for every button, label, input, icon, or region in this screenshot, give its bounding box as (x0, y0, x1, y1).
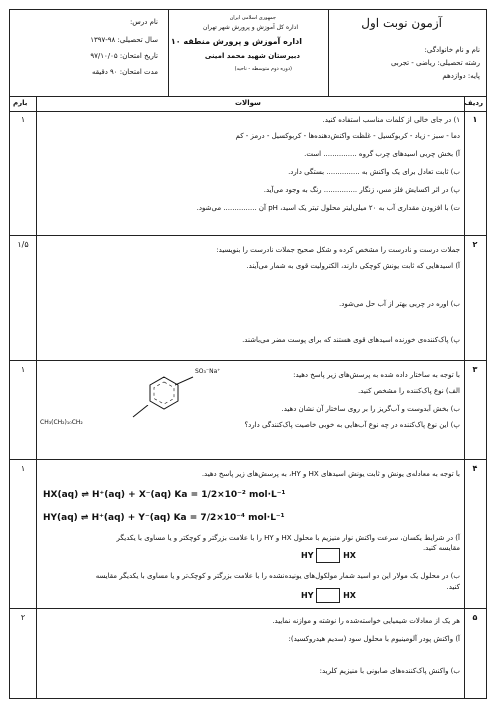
question-number: ۲ (472, 240, 478, 249)
acid-hx-label: HX (343, 591, 356, 600)
comparison-box-b (301, 588, 356, 603)
question-part-a-cont: مقایسه کنید. (422, 544, 460, 552)
score-column-header: بارم (13, 99, 28, 107)
alkyl-chain-bond (131, 405, 149, 419)
question-text-line: با توجه به ساختار داده شده به پرسش‌های زیر پاسخ دهید: (293, 371, 460, 379)
question-number: ۳ (472, 365, 478, 374)
acid-hx-label: HX (343, 551, 356, 560)
student-name-field: نام و نام خانوادگی: (424, 46, 480, 54)
question-1 (10, 111, 486, 235)
question-text-line: جملات درست و نادرست را مشخص کرده و شکل صحیح جملات نادرست را بنویسید: (216, 246, 460, 254)
exam-date-field: تاریخ امتحان: ۹۷/۱۰/۰۵ (90, 52, 158, 60)
header-left-panel (10, 10, 168, 96)
province-office-line: اداره کل آموزش و پرورش شهر تهران (202, 24, 298, 31)
questions-column-header: سوالات (235, 99, 261, 107)
acid-hy-label: HY (301, 591, 314, 600)
question-body (37, 609, 464, 699)
question-score: ۱ (20, 365, 26, 374)
question-body (37, 460, 464, 608)
sulfonate-group-label: SO₃⁻Na⁺ (195, 368, 221, 375)
comparison-box-a (301, 548, 356, 563)
sulfonate-bond (175, 375, 195, 387)
question-part-b: ب) در محلول یک مولار این دو اسید شمار مولکول‌های یونیده‌نشده را با علامت بزرگتر و کوچک‌تر و یا مساوی با یکدیگر مقایسه (95, 572, 460, 580)
question-text-line: ۱) در جای خالی از کلمات مناسب استفاده کنید. (322, 116, 460, 124)
question-number: ۴ (472, 464, 478, 473)
acid-hy-label: HY (301, 551, 314, 560)
school-name-line: دبیرستان شهید محمد امینی (204, 52, 300, 60)
school-level-line: (دوره دوم متوسطه - ناحیه) (234, 66, 292, 72)
question-part-b: ب) بخش آبدوست و آب‌گریز را بر روی ساختار آن نشان دهید. (281, 405, 460, 413)
question-number: ۵ (472, 613, 478, 622)
exam-duration-field: مدت امتحان: ۹۰ دقیقه (91, 68, 158, 76)
comparison-answer-box[interactable] (316, 548, 340, 563)
question-score: ۱ (20, 464, 26, 473)
question-body (37, 111, 464, 235)
question-4 (10, 460, 486, 608)
question-3 (10, 361, 486, 459)
header-middle-panel (168, 10, 328, 96)
major-field: رشته تحصیلی: ریاضی - تجربی (390, 59, 480, 67)
question-part-a: آ) اسیدهایی که ثابت یونش کوچکی دارند، الکترولیت قوی به شمار می‌آیند. (246, 262, 460, 270)
question-part-b: ب) اوره در چربی بهتر از آب حل می‌شود. (338, 300, 460, 308)
table-column-header (10, 96, 486, 112)
question-part-a: آ) واکنش پودر آلومینیوم با محلول سود (سدیم هیدروکسید): (288, 635, 460, 643)
grade-field: پایه: دوازدهم (442, 72, 480, 80)
question-body (37, 236, 464, 360)
question-5 (10, 609, 486, 699)
header-right-panel (328, 10, 486, 96)
question-2 (10, 236, 486, 360)
question-part-a: آ) بخش چربی اسیدهای چرب گروه ............... است. (304, 150, 460, 158)
subject-field: نام درس: (129, 18, 158, 26)
question-part-b-cont: کنید. (446, 583, 460, 591)
question-part-c: پ) در اثر اکسایش فلز مس، زنگار ............... رنگ به وجود می‌آید. (263, 186, 460, 194)
question-part-a: آ) در شرایط یکسان، سرعت واکنش نوار منیزیم با محلول HX و HY را با علامت بزرگتر و کوچکتر و یا مساوی با یکدیگر (116, 534, 460, 542)
ionization-equation-hx: HX(aq) ⇌ H⁺(aq) + X⁻(aq) Ka = 1/2×10⁻² mol·L⁻¹ (43, 490, 286, 500)
exam-page (9, 9, 487, 699)
question-part-b: ب) واکنش پاک‌کننده‌های صابونی با منیزیم کلرید: (319, 667, 460, 675)
school-year-field: سال تحصیلی: ۹۸-۱۳۹۷ (90, 36, 158, 44)
exam-header (10, 10, 486, 97)
question-part-c: پ) این نوع پاک‌کننده در چه نوع آب‌هایی به خوبی خاصیت پاک‌کنندگی دارد؟ (244, 421, 460, 429)
question-part-d: ت) با افزودن مقداری آب به ۲۰ میلی‌لیتر محلول تیتر یک اسید، pH آن ............... می‌شود. (196, 204, 460, 212)
question-part-a: الف) نوع پاک‌کننده را مشخص کنید. (357, 387, 460, 395)
question-score: ۱/۵ (17, 240, 29, 249)
question-text-line: با توجه به معادله‌ی یونش و ثابت یونش اسیدهای HX و HY، به پرسش‌های زیر پاسخ دهید. (201, 470, 460, 478)
question-score: ۲ (20, 613, 26, 622)
question-score: ۱ (20, 115, 26, 124)
question-number: ۱ (472, 115, 478, 124)
question-part-b: ب) ثابت تعادل برای یک واکنش به ............... بستگی دارد. (288, 168, 460, 176)
ionization-equation-hy: HY(aq) ⇌ H⁺(aq) + Y⁻(aq) Ka = 7/2×10⁻⁴ mol·L⁻¹ (43, 513, 285, 523)
title-calligraphy: آزمون نوبت اول (361, 16, 442, 30)
word-bank: دما - سبز - زیاد - کربوکسیل - غلظت واکنش‌دهنده‌ها - کربوکسیل - درمز - کم (235, 132, 460, 140)
row-column-header: ردیف (464, 99, 483, 107)
alkyl-chain-label: CH₃(CH₂)₁₀CH₂ (40, 419, 83, 426)
district-office-line: اداره آموزش و پرورش منطقه ۱۰ (170, 37, 302, 46)
country-line: جمهوری اسلامی ایران (229, 15, 276, 21)
question-text-line: هر یک از معادلات شیمیایی خواسته‌شده را نوشته و موازنه نمایید. (272, 617, 460, 625)
comparison-answer-box[interactable] (316, 588, 340, 603)
question-body (37, 361, 464, 459)
question-part-c: پ) پاک‌کننده‌ی خورنده اسیدهای قوی هستند که برای پوست مضر می‌باشند. (242, 336, 460, 344)
